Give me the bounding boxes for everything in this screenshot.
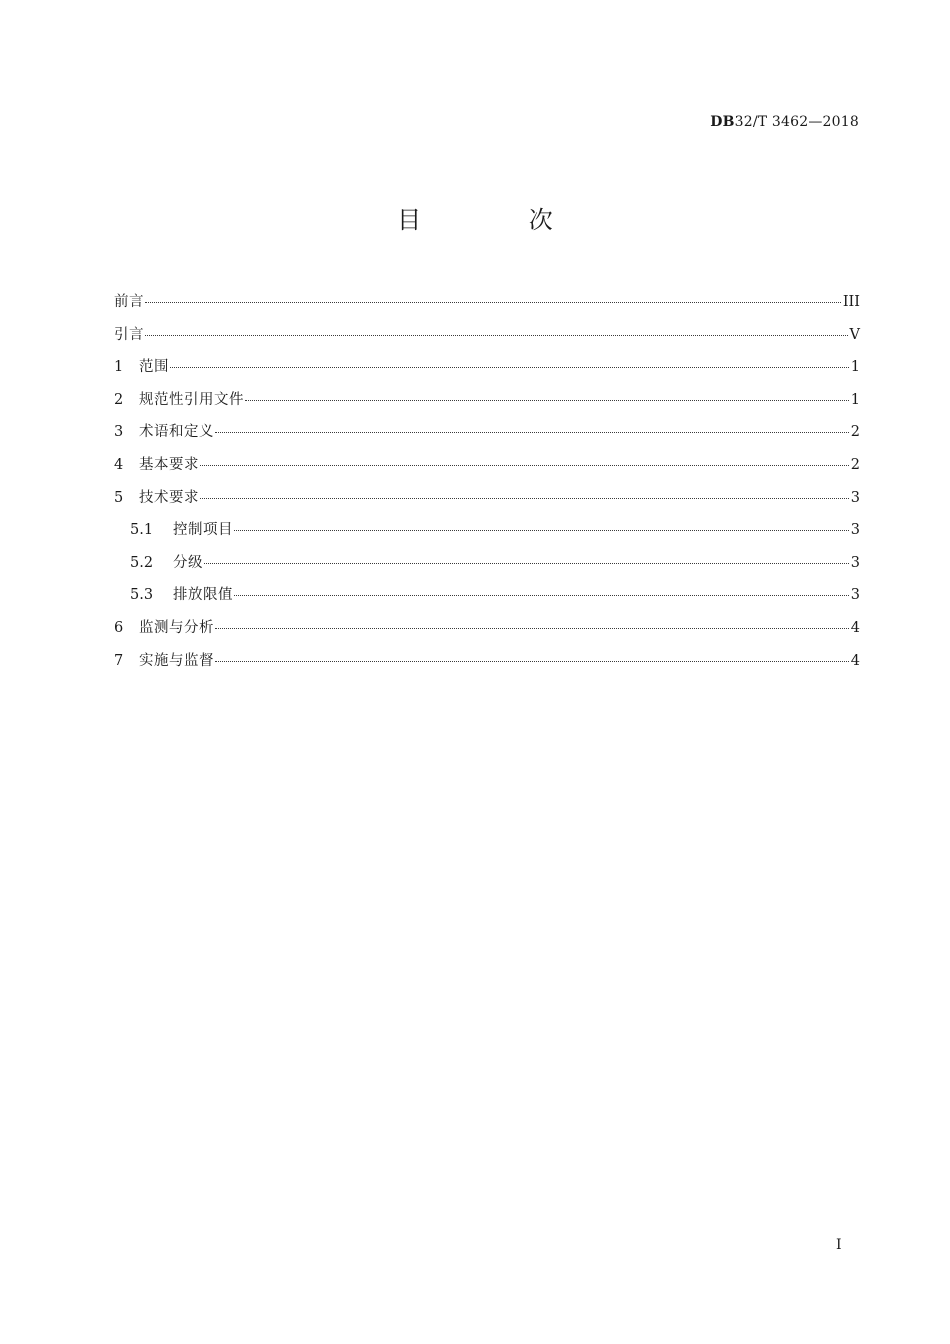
document-code	[710, 114, 859, 130]
toc-dot-leader	[215, 431, 849, 433]
toc-dot-leader	[245, 399, 849, 401]
toc-entry-label: 监测与分析	[139, 619, 214, 636]
toc-entry-label: 基本要求	[139, 456, 199, 473]
toc-dot-leader	[234, 594, 849, 596]
toc-dot-leader	[215, 627, 849, 629]
toc-entry-number: 5.2	[130, 554, 154, 571]
toc-entry-label: 范围	[139, 359, 169, 376]
document-code-prefix: DB	[710, 114, 735, 130]
toc-entry-number: 1	[114, 359, 124, 376]
toc-entry-number: 6	[114, 619, 124, 636]
toc-entry-label: 前言	[114, 294, 144, 310]
toc-entry-number: 5.3	[130, 587, 154, 604]
toc-entry-page: 1	[850, 359, 860, 376]
toc-entry-page: 3	[850, 522, 860, 539]
toc-entry[interactable]	[114, 583, 860, 616]
toc-entry[interactable]	[114, 323, 860, 356]
toc-dot-leader	[170, 366, 849, 368]
toc-dot-leader	[234, 529, 849, 531]
toc-entry-label: 分级	[173, 554, 203, 571]
toc-entry[interactable]	[114, 486, 860, 519]
toc-entry[interactable]	[114, 551, 860, 584]
toc-entry-page: V	[849, 326, 860, 343]
page-number: I	[836, 1237, 842, 1253]
toc-entry-number: 3	[114, 424, 124, 441]
toc-entry-page: 2	[850, 424, 860, 441]
document-code-number: 32/T 3462—2018	[734, 114, 859, 130]
toc-entry[interactable]	[114, 453, 860, 486]
toc-dot-leader	[145, 301, 841, 303]
toc-dot-leader	[200, 497, 849, 499]
toc-dot-leader	[204, 562, 849, 564]
toc-entry-label: 术语和定义	[139, 424, 214, 441]
toc-entry-page: 3	[850, 554, 860, 571]
toc-entry-number: 4	[114, 456, 124, 473]
toc-entry-page: 1	[850, 391, 860, 408]
toc-entry[interactable]	[114, 616, 860, 649]
toc-entry[interactable]	[114, 518, 860, 551]
toc-entry-label: 实施与监督	[139, 652, 214, 669]
toc-entry-number: 5.1	[130, 522, 154, 539]
toc-entry-page: 3	[850, 587, 860, 604]
toc-entry-number: 7	[114, 652, 124, 669]
toc-entry-page: 4	[850, 652, 860, 669]
toc-entry-number: 2	[114, 391, 124, 408]
toc-entry[interactable]	[114, 290, 860, 323]
toc-title: 目 次	[397, 206, 603, 234]
toc-entry[interactable]	[114, 649, 860, 682]
toc-entry-label: 引言	[114, 326, 144, 343]
toc-entry-label: 控制项目	[173, 522, 233, 539]
toc-entry-page: 3	[850, 489, 860, 506]
toc-dot-leader	[145, 334, 848, 336]
toc-entry[interactable]	[114, 355, 860, 388]
toc-entry-label: 规范性引用文件	[139, 391, 244, 408]
toc-dot-leader	[200, 464, 849, 466]
toc-entry-label: 技术要求	[139, 489, 199, 506]
toc-dot-leader	[215, 660, 849, 662]
toc-entry-page: III	[842, 294, 860, 310]
toc-entry[interactable]	[114, 388, 860, 421]
toc-entry[interactable]	[114, 420, 860, 453]
toc-entry-page: 4	[850, 619, 860, 636]
toc-entry-page: 2	[850, 456, 860, 473]
toc-entry-number: 5	[114, 489, 124, 506]
toc-entry-label: 排放限值	[173, 587, 233, 604]
table-of-contents	[114, 290, 860, 681]
